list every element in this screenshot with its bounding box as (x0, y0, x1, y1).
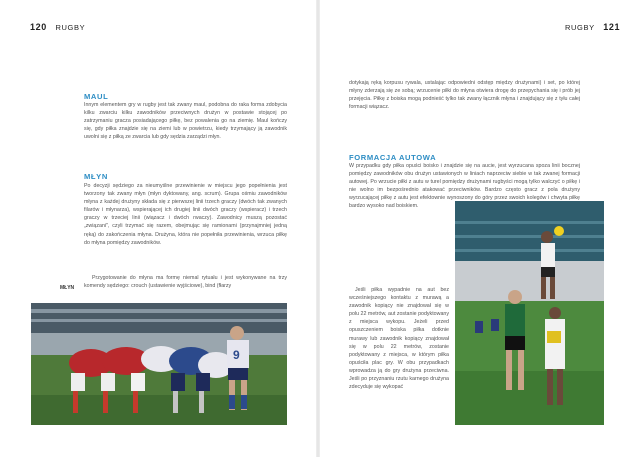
paragraph-continued: dotykają ręką korpusu rywala, ustalając odpowiedni odstęp między drużynami) i set, po której młyny zderzają się ze sobą; wrzucenie piłki do młyna otwiera drogę do przepychania się i prób jej przejęcia. Piłkę z boiska mogą podnieść tylko tak zwany łącznik młyna i znajdujący się z tyłu całej formacji wiązacz. (349, 80, 580, 111)
margin-note-mlyn: MŁYN (60, 285, 75, 291)
page-number-right: 121 (603, 22, 621, 32)
right-page (320, 0, 635, 457)
svg-text:9: 9 (233, 348, 240, 362)
paragraph-lineout-1: W przypadku gdy piłka opuści boisko i znajdzie się na aucie, jest wyrzucana spoza linii bocznej pomiędzy zawodników obu drużyn ustawionych w liniach naprzeciw siebie w tak zwanej formacji autowej. Po wrzucie piłki z autu w turel pomiędzy drużynami rugbyści mogą tylko walczyć o piłkę i nie wolno im bezpośrednio atakować przeciwników. Bardzo często gracz z pola drużyny wyrzucającej piłkę z autu jest efektownie wynoszony do góry przez swoich kolegów i chwyta piłkę bardzo wysoko nad boiskiem. (349, 163, 580, 210)
paragraph-maul: Innym elementem gry w rugby jest tak zwany maul, podobna do raka forma zdobycia kilku zwarciu kilku zawodników przeciwnych drużyn w postawie stojącej po zatrzymaniu gracza posiadającego piłkę, bez powalenia go na ziemię. Maul kończy się, gdy piłka znajdzie się na ziemi lub w powietrzu, kiedy trzymający ją zawodnik uwolni się z piłką ze zwarcia lub gdy sędzia zarządzi młyn. (84, 102, 287, 141)
heading-formacja-autowa: FORMACJA AUTOWA (349, 153, 437, 162)
paragraph-mlyn-2: Przygotowanie do młyna ma formę niemal rytuału i jest wykonywane na trzy komendy sędziego: crouch (ustawienie wyjściowe), bind (fłarzy (84, 275, 287, 290)
scrum-photo (31, 303, 287, 425)
running-title-right: RUGBY (565, 23, 595, 32)
running-title-left: RUGBY (55, 23, 86, 32)
heading-mlyn: MŁYN (84, 172, 108, 181)
paragraph-mlyn-1: Po decyzji sędziego za nieumyślne przewinienie w miejscu jego popełnienia jest tworzony tak zwany młyn (młyn dyktowany, ang. scrum). Grupa ośmiu zawodników młyna z każdej drużyny składa się z pierwszej linii trzech graczy (dwóch tak zwanych filarów i młynarza), wspierającej ich drugiej linii dwóch graczy (wspieracz) i trzech graczy w trzeciej linii (wiązacz i dwóch rwaczy). Zawodnicy muszą pozostać „związani", czyli trzymać się razem, obejmując się ramionami (przynajmniej jedną ręką) do zakończenia młyna. Drużyna, która nie popełniła przewinienia, wrzuca piłkę do młyna pomiędzy zawodników. (84, 183, 287, 246)
page-number-left: 120 (30, 22, 47, 32)
left-page (0, 0, 316, 457)
lineout-photo (455, 201, 604, 425)
left-running-head (30, 22, 85, 32)
heading-maul: MAUL (84, 92, 109, 101)
right-running-head (565, 22, 635, 32)
paragraph-lineout-2: Jeśli piłka wypadnie na aut bez wcześniejszego kontaktu z murawą a zawodnik kopiący nie znajdował się w polu 22 metrów, aut zostanie podyktowany z miejsca wykopu. Jeżeli przed opuszczeniem boiska piłka dotknie murawy lub zawodnik kopiący znajdował się w polu 22 metrów, zostanie podyktowany z miejsca, w którym piłka opuściła plac gry. W obu przypadkach wprowadza ją do gry drużyna przeciwna. Jeśli po przyznaniu rzutu karnego drużyna zdecyduje się wykopać (349, 287, 449, 391)
